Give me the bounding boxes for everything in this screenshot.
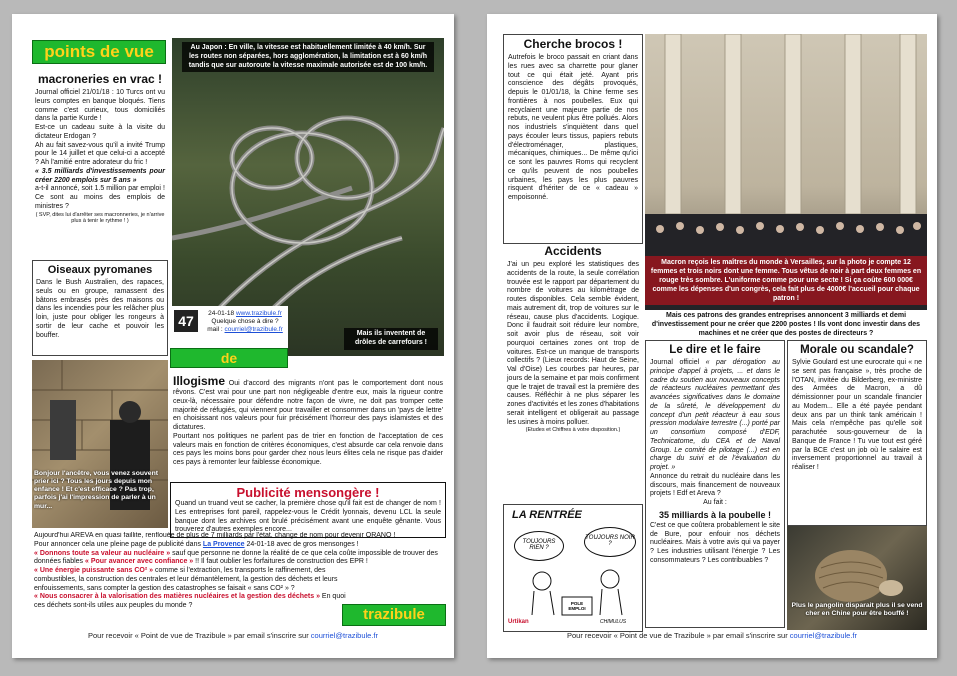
- de-badge: de: [170, 348, 288, 368]
- macroneries-note: ( SVP, dites lui d'arrêter ses macronneries, je n'arrive plus à tenir le rythme ! ): [35, 211, 165, 225]
- cartoon-bubble-2: TOUJOURS NOIR ?: [584, 527, 636, 557]
- right-footer: [487, 631, 937, 640]
- accidents-article: [503, 242, 643, 504]
- publicite-line-5b: En quoi ces déchets sont-ils utiles aux peuples du monde ?: [34, 593, 346, 609]
- cartoon-signature: CHIMULUS: [600, 619, 627, 625]
- dire-p3: C'est ce que coûtera probablement le site de Bure, pour enfouir nos déchets nucléaires. Mais à votre avis qui va payer ? Les industries utilisant l'énergie ? Les consommateurs ? Les contribuables ?: [650, 521, 780, 564]
- versailles-photo: [645, 34, 927, 338]
- left-footer-mail-link[interactable]: courriel@trazibule.fr: [310, 631, 378, 640]
- highway-subcaption: Mais ils inventent de drôles de carrefours !: [344, 328, 438, 350]
- wall-photo: [32, 360, 168, 528]
- dire-intro: Journal officiel: [650, 359, 700, 366]
- pangolin-caption: Plus le pangolin disparait plus il se vend cher en Chine pour être bouffé !: [791, 602, 923, 618]
- cartoon-bubble-1: TOUJOURS RIEN ?: [514, 531, 564, 561]
- publicite-claim-3: « Une énergie puissante sans CO² »: [34, 567, 154, 574]
- dire-title: Le dire et le faire: [669, 344, 761, 356]
- versailles-caption: Macron reçois les maîtres du monde à Versailles, sur la photo je compte 12 femmes et trois noirs dont une femme. Tous vêtus de noir à part deux femmes en rouge très sombre. L'uniforme comme pour une secte ! Si ça coûte 600 000€ comme les dépenses d'un congrès, cela fait plus de 4000€ l'accueil pour chaque patron !: [645, 256, 927, 305]
- issue-question: Quelque chose à dire ?: [211, 318, 279, 326]
- left-page: [12, 14, 454, 658]
- publicite-title: Publicité mensongère !: [236, 485, 380, 500]
- accidents-source: (Etudes et Chiffres à votre disposition.): [525, 427, 621, 434]
- publicite-claim-1: « Donnons toute sa valeur au nucléaire »: [34, 549, 171, 557]
- macroneries-quote: « 3.5 milliards d'investissements pour créer 2200 emplois sur 5 ans »: [35, 167, 165, 184]
- dire-p1: Annonce du retrait du nucléaire dans les discours, mais financement de nouveaux projets ! Edf et Areva ?: [650, 472, 780, 498]
- issue-site-link[interactable]: www.trazibule.fr: [235, 310, 282, 317]
- trazibule-badge: trazibule: [342, 604, 446, 626]
- morale-title: Morale ou scandale?: [800, 344, 914, 356]
- versailles-subcaption: Mais ces patrons des grandes entreprises annoncent 3 milliards et demi d'investissement pour ne créer que 2200 postes ! Ils vont donc investir dans des machines et ne créer que des postes de directeurs ?: [645, 310, 927, 338]
- dire-subtitle: 35 milliards à la poubelle !: [658, 509, 772, 520]
- publicite-line-2c: 24-01-18 avec de gros mensonges !: [246, 540, 359, 548]
- publicite-line-3b: sauf que personne ne donne la réalité de ce que cela coûte impossible de trouver des données fiables: [34, 549, 438, 566]
- macroneries-p2: Est-ce un cadeau suite à la visite du dictateur Erdogan ?: [35, 124, 165, 140]
- macroneries-p3: Ah au fait savez-vous qu'il a invité Trump pour le 14 juillet et que celui-ci a accepté ? Ah l'amitié entre adorateur du fric !: [35, 141, 165, 166]
- publicite-line-2a: Pour annoncer cela une pleine page de publicité dans: [34, 540, 201, 548]
- pangolin-photo: [787, 526, 927, 630]
- accidents-text: J'ai un peu exploré les statistiques des accidents de la route, la seule corrélation trouvée est le rapport par département du nombre de voitures au kilomètrage de routes disponibles. Cela semble évident, mais autrement dit, trop de voitures sur le réseau, cause plus d'accidents. Logique. Donc il faudrait soit réduire leur nombre, soit avoir plus de réseau, soit voir pourquoi certaines zones ont trop de voitures. Est-ce un manque de transports collectifs ? (Lieux records: Haut de Seine, Val d'Oise) Les courbes par heures, par jours de la semaine et par mois confirment que le trajet de travail est la première des causes. Réfléchir à ne plus séparer les zones d'activités et les zones d'habitations serait intelligent et obligerait au passage les usines à moins polluer.: [507, 261, 639, 426]
- left-footer-text: Pour recevoir « Point de vue de Trazibule » par email s'inscrire sur: [87, 631, 309, 640]
- right-page: [487, 14, 937, 658]
- publicite-line-1: Aujourd'hui AREVA en quasi faillite, renflouée de plus de 7 milliards par l'état, change de nom pour devenir ORANO !: [34, 532, 396, 539]
- dire-article: [645, 340, 785, 628]
- brand-badge: points de vue: [32, 40, 166, 64]
- issue-date: 24-01-18: [208, 310, 235, 317]
- publicite-line-3d: !! Il faut oublier les forfaitures de construction des EPR !: [195, 558, 368, 566]
- cartoon-drawing: [504, 505, 643, 632]
- brocos-text: Autrefois le broco passait en criant dans les rues avec sa charrette pour glaner tout ce qui était jeté. Ayant pris conscience des dégâts provoqués, depuis le 01/01/18, la Chine ferme ses frontières à nos poubelles. Eux qui recyclaient une majeure partie de nos rebuts, ne veulent plus être pollués. Alors nos industriels s'inquiètent dans quel pays écouler leurs tissus, papiers rebuts d'électroménager, plastiques, mécaniques, chimiques... De même qu'ici ce sont les pauvres Roms qui recyclent ce qu'ils peuvent de nos poubelles urbaines, les pays les plus pauvres risquent d'hériter de ce « cadeau » empoisonné.: [508, 54, 638, 201]
- macroneries-p4: a-t-il annoncé, soit 1.5 million par emploi ! Ce sont au moins des emplois de ministres ?: [35, 185, 165, 210]
- la-provence-link[interactable]: La Provence: [202, 540, 245, 548]
- dire-p2: Au fait :: [703, 499, 727, 506]
- dire-quote: « par dérogation au principe d'appel à projets, ... et dans le cadre du soutien aux nouveaux concepts de réacteurs nucléaires permettant des avancées significatives dans le domaine de la sûreté, le développement du concept d'un petit réacteur à eau sous pression modulaire terrestre (...) porté par un consortium composé d'EDF, Technicatome, du CEA et de Naval Group. Le comité de pilotage (...) est en charge du suivi et de l'évaluation du projet. »: [650, 359, 781, 471]
- oiseaux-title: Oiseaux pyromanes: [47, 264, 153, 276]
- macroneries-title: macroneries en vrac !: [37, 72, 163, 86]
- illogisme-text-2: Pourtant nos politiques ne parlent pas de trier en fonction de l'acceptation de ces valeurs mais en fonction de critères économiques, c'est absurde car cela renvoie dans ces pays les moins bons pour garder chez nous leurs élites cela ne risque pas d'aider ces pays à remonter leur faiblesse économique.: [173, 432, 443, 466]
- cartoon-heading: LA RENTRÉE: [512, 509, 582, 521]
- publicite-intro: Quand un truand veut se cacher, la première chose qu'il fait est de changer de nom ! Les entreprises font pareil, rappelez-vous le Crédit lyonnais, devenu LCL la seule banque dont les archives ont brulé précisément avant une enquête gênante. Vous trouverez d'autres exemples encore...: [175, 500, 441, 534]
- right-footer-mail-link[interactable]: courriel@trazibule.fr: [789, 631, 857, 640]
- oiseaux-article: [32, 260, 168, 356]
- macroneries-article: [32, 70, 168, 266]
- accidents-title: Accidents: [544, 244, 602, 258]
- issue-mail-link[interactable]: courriel@trazibule.fr: [224, 326, 283, 334]
- macroneries-p1: Journal officiel 21/01/18 : 10 Turcs ont vu leurs comptes en banque bloqués. Tiens comme c'est curieux, tous domiciliés dans la partie Kurde !: [35, 89, 165, 123]
- right-footer-text: Pour recevoir « Point de vue de Trazibule » par email s'inscrire sur: [566, 631, 788, 640]
- morale-text: Sylvie Goulard est une eurocrate qui « ne se sent pas française », très proche de l'OTAN, invitée du Bilderberg, ex-ministre des Armées de Macron, a dû démissionner pour un scandale financier au Modem... Elle a été payée pendant deux ans par un think tank américain ! Mais cela n'empêche pas qu'elle soit parachutée sous-gouverneur de la Banque de France ! Tu vue tout est géré par la BCE c'est un job où le salaire est inversement proportionnel au travail à réaliser !: [792, 359, 922, 471]
- cartoon-box: [503, 504, 643, 632]
- issue-number: 47: [174, 310, 198, 332]
- morale-article: [787, 340, 927, 526]
- left-footer: [12, 631, 454, 640]
- issue-mail-label: mail :: [207, 326, 223, 334]
- publicite-claim-2: « Pour avancer avec confiance »: [85, 558, 194, 566]
- oiseaux-text: Dans le Bush Australien, des rapaces, seuls ou en groupe, ramassent des bâtons embrasés près des maisons ou dans les incendies pour les relâcher plus loin, juste pour obliger les rongeurs à sortir de leur cache et pouvoir les bouffer.: [36, 279, 164, 339]
- illogisme-article: [170, 372, 446, 494]
- cartoon-sign: POLE EMPLOI: [568, 601, 586, 611]
- wall-caption: Bonjour l'ancêtre, vous venez souvent prier ici ? Tous les jours depuis mon enfance ! Et c'est efficace ? Pas trop, parfois j'ai l'impression de parler à un mur...: [34, 470, 158, 510]
- cartoon-brand: Urtikan: [508, 619, 529, 625]
- publicite-line-4b: comme si l'extraction, les transports le raffinement, des combustibles, la construction des centrales et leur démantèlement, la gestion des déchets et leurs enfouissements, sans compter la gestion des catastrophes se faisait « sans CO² » ?: [34, 567, 338, 592]
- publicite-claim-4: « Nous consacrer à la valorisation des matières nucléaires et la gestion des déchets »: [34, 593, 320, 601]
- brocos-title: Cherche brocos !: [523, 37, 623, 51]
- illogisme-text: Oui d'accord des migrants n'ont pas le comportement dont nous rêvons. C'est vrai pour une part non négligeable d'entre eux, mais la rigueur contre ceux-là, nécessaire pour défendre notre façon de vivre, ne doit pas tromper cette majorité de réfugiés, qui viennent pour travailler et consommer dans un 'pays de lettre' en choisissant nos valeurs pour fuir précisément l'horreur des pays islamistes et des dictatures.: [173, 380, 443, 431]
- issue-block: [170, 306, 288, 350]
- brocos-article: [503, 34, 643, 244]
- illogisme-title: Illogisme: [173, 374, 226, 388]
- publicite-article: [170, 482, 446, 538]
- highway-caption: Au Japon : En ville, la vitesse est habituellement limitée à 40 km/h. Sur les routes non séparées, hors agglomération, la limitation est à 60 km/h tandis que sur autoroute la vitesse maximale autorisée est de 100 km/h.: [182, 42, 434, 72]
